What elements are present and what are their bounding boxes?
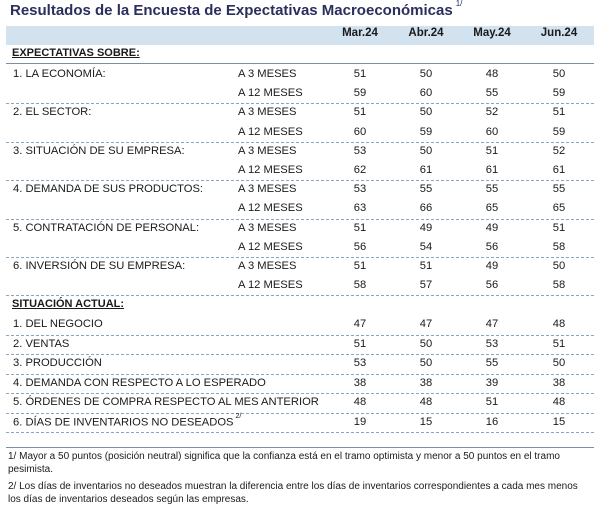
value-cell: 48: [552, 396, 566, 409]
title-text: Resultados de la Encuesta de Expectativas Macroeconómicas: [10, 2, 453, 19]
value-cell: 51: [353, 106, 367, 119]
horizon-label: A 3 MESES: [238, 221, 297, 234]
value-cell: 55: [485, 183, 499, 196]
row-label: [13, 377, 266, 389]
horizon-label: A 12 MESES: [238, 87, 303, 100]
row-label-text: 4. DEMANDA CON RESPECTO A LO ESPERADO: [13, 376, 266, 389]
title-footnote-mark: 1/: [455, 0, 463, 8]
table-row: [6, 143, 594, 162]
row-label: [13, 412, 242, 429]
value-cell: 51: [353, 260, 367, 272]
table-row: [6, 220, 594, 239]
value-cell: 49: [485, 221, 499, 234]
value-cell: 53: [353, 144, 367, 157]
value-cell: 48: [419, 396, 433, 409]
value-cell: 56: [485, 279, 499, 292]
row-label: 3. SITUACIÓN DE SU EMPRESA:: [13, 144, 185, 157]
value-cell: 53: [353, 183, 367, 196]
value-cell: 50: [552, 357, 566, 370]
value-cell: 59: [552, 125, 566, 138]
column-header: May.24: [473, 27, 511, 39]
column-header: Mar.24: [342, 27, 378, 39]
table-row: [6, 85, 594, 104]
value-cell: 15: [552, 415, 566, 428]
row-label-text: 2. VENTAS: [13, 337, 70, 350]
value-cell: 38: [353, 376, 367, 389]
footnote-mark: 2/: [235, 412, 242, 420]
value-cell: 53: [485, 337, 499, 350]
row-label: 4. DEMANDA DE SUS PRODUCTOS:: [13, 183, 204, 196]
value-cell: 55: [552, 183, 566, 196]
column-header: Abr.24: [408, 27, 444, 39]
value-cell: 57: [419, 279, 433, 292]
horizon-label: A 3 MESES: [238, 183, 297, 196]
value-cell: 51: [552, 221, 566, 234]
value-cell: 59: [353, 87, 367, 100]
row-label: 6. INVERSIÓN DE SU EMPRESA:: [13, 260, 186, 272]
value-cell: 38: [552, 376, 566, 389]
row-label: [13, 338, 69, 350]
value-cell: 55: [419, 183, 433, 196]
table-row: [6, 181, 594, 200]
value-cell: 16: [485, 415, 499, 428]
notes-divider: [6, 447, 594, 448]
value-cell: 58: [353, 279, 367, 292]
row-label: [13, 396, 319, 408]
row-label: [13, 357, 102, 369]
page-title: [10, 2, 462, 19]
value-cell: 55: [485, 357, 499, 370]
row-label: 5. CONTRATACIÓN DE PERSONAL:: [13, 221, 200, 234]
value-cell: 59: [552, 87, 566, 100]
table-row: [6, 316, 594, 335]
row-label: 1. LA ECONOMÍA:: [13, 68, 106, 80]
row-label-text: 1. DEL NEGOCIO: [13, 318, 103, 331]
value-cell: 56: [353, 240, 367, 253]
horizon-label: A 12 MESES: [238, 240, 303, 253]
table-row: [6, 394, 594, 413]
value-cell: 51: [353, 337, 367, 350]
table-row: [6, 355, 594, 374]
value-cell: 63: [353, 202, 367, 215]
value-cell: 50: [419, 68, 433, 80]
row-label: [13, 318, 103, 330]
value-cell: 50: [552, 260, 566, 272]
table-row: [6, 200, 594, 219]
value-cell: 65: [552, 202, 566, 215]
horizon-label: A 3 MESES: [238, 68, 297, 80]
table-row: [6, 239, 594, 258]
value-cell: 50: [419, 357, 433, 370]
value-cell: 51: [419, 260, 433, 272]
value-cell: 19: [353, 415, 367, 428]
horizon-label: A 3 MESES: [238, 106, 297, 119]
horizon-label: A 12 MESES: [238, 125, 303, 138]
value-cell: 58: [552, 240, 566, 253]
value-cell: 56: [485, 240, 499, 253]
value-cell: 61: [485, 164, 499, 176]
table-row: [6, 258, 594, 277]
value-cell: 60: [353, 125, 367, 138]
value-cell: 48: [552, 318, 566, 331]
value-cell: 60: [419, 87, 433, 100]
value-cell: 51: [552, 337, 566, 350]
value-cell: 65: [485, 202, 499, 215]
table-row: [6, 414, 594, 433]
value-cell: 52: [485, 106, 499, 119]
table-row: [6, 336, 594, 355]
row-separator: [6, 432, 594, 433]
value-cell: 51: [353, 68, 367, 80]
value-cell: 52: [552, 144, 566, 157]
row-label-text: 3. PRODUCCIÓN: [13, 357, 102, 370]
table-row: [6, 66, 594, 85]
value-cell: 49: [485, 260, 499, 272]
value-cell: 53: [353, 357, 367, 370]
group-separator: [6, 295, 594, 296]
horizon-label: A 12 MESES: [238, 279, 303, 292]
value-cell: 47: [353, 318, 367, 331]
value-cell: 47: [419, 318, 433, 331]
section-label-situacion: SITUACIÓN ACTUAL:: [12, 298, 125, 311]
value-cell: 48: [485, 68, 499, 80]
value-cell: 51: [485, 396, 499, 409]
table-row: [6, 104, 594, 123]
horizon-label: A 12 MESES: [238, 202, 303, 215]
value-cell: 50: [552, 68, 566, 80]
value-cell: 60: [485, 125, 499, 138]
value-cell: 58: [552, 279, 566, 292]
value-cell: 50: [419, 106, 433, 119]
table-row: [6, 375, 594, 394]
value-cell: 38: [419, 376, 433, 389]
table-row: [6, 124, 594, 143]
value-cell: 50: [419, 337, 433, 350]
value-cell: 49: [419, 221, 433, 234]
horizon-label: A 12 MESES: [238, 164, 303, 176]
value-cell: 15: [419, 415, 433, 428]
value-cell: 51: [485, 144, 499, 157]
value-cell: 50: [419, 144, 433, 157]
row-label-text: 6. DÍAS DE INVENTARIOS NO DESEADOS: [13, 416, 234, 429]
value-cell: 51: [353, 221, 367, 234]
section-underline: [6, 63, 594, 64]
value-cell: 62: [353, 164, 367, 176]
value-cell: 48: [353, 396, 367, 409]
footnote-1: 1/ Mayor a 50 puntos (posición neutral) significa que la confianza está en el tramo optimista y menor a 50 puntos en el tramo pesimista.: [8, 451, 560, 475]
value-cell: 55: [485, 87, 499, 100]
horizon-label: A 3 MESES: [238, 260, 297, 272]
value-cell: 54: [419, 240, 433, 253]
table-row: [6, 277, 594, 296]
table-row: [6, 162, 594, 181]
column-header: Jun.24: [540, 27, 578, 39]
row-label: 2. EL SECTOR:: [13, 106, 92, 119]
value-cell: 39: [485, 376, 499, 389]
value-cell: 66: [419, 202, 433, 215]
value-cell: 61: [419, 164, 433, 176]
section-label-expectativas: EXPECTATIVAS SOBRE:: [12, 47, 140, 59]
footnote-2: 2/ Los días de inventarios no deseados muestran la diferencia entre los días de inventarios correspondientes a cada mes menos los días de inventarios deseados según las empresas.: [8, 481, 578, 505]
value-cell: 47: [485, 318, 499, 331]
row-label-text: 5. ÓRDENES DE COMPRA RESPECTO AL MES ANTERIOR: [13, 396, 319, 409]
value-cell: 59: [419, 125, 433, 138]
value-cell: 51: [552, 106, 566, 119]
horizon-label: A 3 MESES: [238, 144, 297, 157]
value-cell: 61: [552, 164, 566, 176]
